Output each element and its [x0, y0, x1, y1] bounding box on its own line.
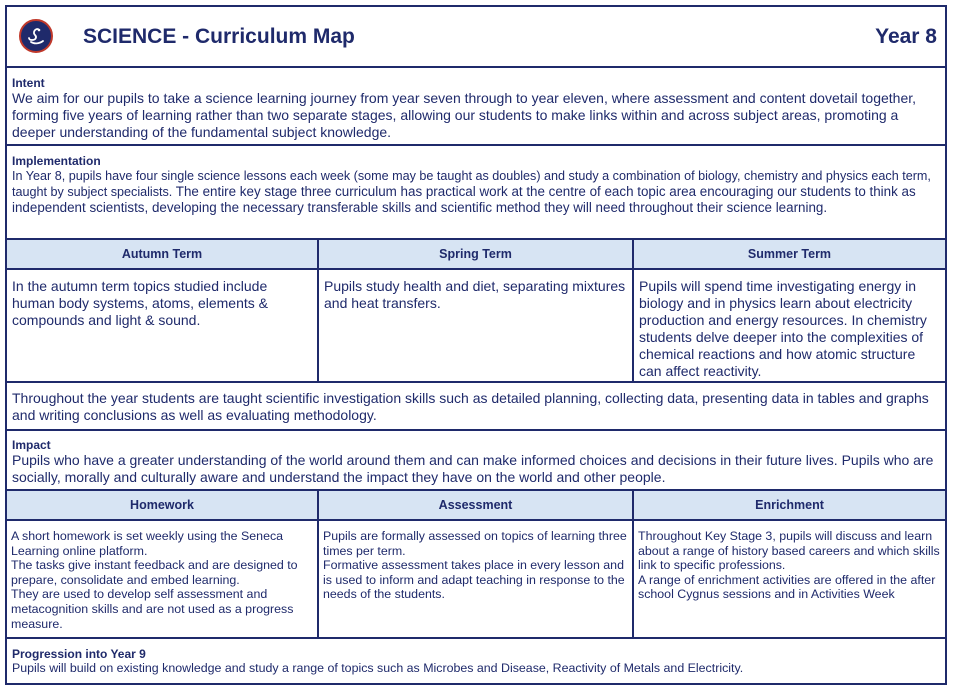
implementation-heading: Implementation [12, 154, 101, 168]
impact-section [7, 431, 945, 491]
implementation-section [7, 146, 945, 240]
throughout-year-text: Throughout the year students are taught scientific investigation skills such as detailed planning, collecting data, presenting data in tables and graphs and writing conclusions as well as evaluating methodology. [12, 390, 929, 423]
homework-line: They are used to develop self assessment and metacognition skills and are not used as a progress measure. [11, 587, 294, 631]
intent-section [7, 68, 945, 146]
implementation-text-part1: In Year 8, pupils have four single science lessons each week (some may be taught as doubles) and study a combination of biology, chemistry and physics each term, taught by subject specialists. [12, 169, 931, 199]
homework-text [7, 521, 319, 637]
intent-text: We aim for our pupils to take a science learning journey from year seven through to year eleven, where assessment and content dovetail together, forming five years of learning rather than two separate stages, allowing our students to make links within and across subject areas, promoting a deeper understanding of the fundamental subject knowledge. [12, 90, 917, 140]
progression-heading: Progression into Year 9 [12, 647, 146, 661]
assessment-line: Pupils are formally assessed on topics of learning three times per term. [323, 529, 627, 558]
year-label: Year 8 [875, 25, 937, 48]
enrichment-line: Throughout Key Stage 3, pupils will discuss and learn about a range of history based careers and which skills link to specific professions. [638, 529, 940, 573]
progression-section [7, 639, 945, 685]
terms-header-row [7, 240, 945, 270]
spring-term-text: Pupils study health and diet, separating mixtures and heat transfers. [319, 270, 634, 381]
homework-heading: Homework [7, 491, 319, 519]
page-title: SCIENCE - Curriculum Map [83, 25, 355, 48]
terms-body-row [7, 270, 945, 383]
summer-term-text: Pupils will spend time investigating energy in biology and in physics learn about electricity production and energy resources. In chemistry students delve deeper into the complexities of chemical reactions and how atomic structure can affect reactivity. [639, 278, 927, 379]
autumn-term-heading: Autumn Term [7, 240, 319, 268]
curriculum-map [5, 5, 947, 685]
enrichment-line: A range of enrichment activities are offered in the after school Cygnus sessions and in Activities Week [638, 572, 936, 602]
homework-body-row [7, 521, 945, 639]
homework-line: The tasks give instant feedback and are designed to prepare, consolidate and embed learning. [11, 558, 298, 587]
header [7, 7, 945, 68]
impact-heading: Impact [12, 438, 51, 452]
implementation-text [12, 168, 940, 216]
swan-logo-icon [19, 19, 53, 53]
assessment-text [319, 521, 634, 637]
impact-text: Pupils who have a greater understanding of the world around them and can make informed choices and decisions in their future lives. Pupils who are socially, morally and culturally aware and understand the impact they have on the world and other people. [12, 452, 934, 485]
autumn-term-text: In the autumn term topics studied include human body systems, atoms, elements & compounds and light & sound. [7, 270, 319, 381]
spring-term-heading: Spring Term [319, 240, 634, 268]
homework-line: A short homework is set weekly using the Seneca Learning online platform. [11, 529, 284, 558]
implementation-text-part2: The entire key stage three curriculum has practical work at the centre of each topic area encouraging our students to think as independent scientists, developing the necessary transferable skills and scientific method they will need throughout their science learning. [12, 184, 916, 215]
homework-header-row [7, 491, 945, 521]
intent-heading: Intent [12, 76, 45, 90]
assessment-heading: Assessment [319, 491, 634, 519]
throughout-year-section [7, 383, 945, 431]
assessment-line: Formative assessment takes place in every lesson and is used to inform and adapt teaching in response to the needs of the students. [323, 558, 625, 602]
summer-term-heading: Summer Term [747, 247, 832, 261]
progression-text: Pupils will build on existing knowledge and study a range of topics such as Microbes and Disease, Reactivity of Metals and Electricity. [12, 661, 744, 675]
enrichment-heading: Enrichment [755, 498, 824, 512]
enrichment-text [634, 521, 945, 637]
